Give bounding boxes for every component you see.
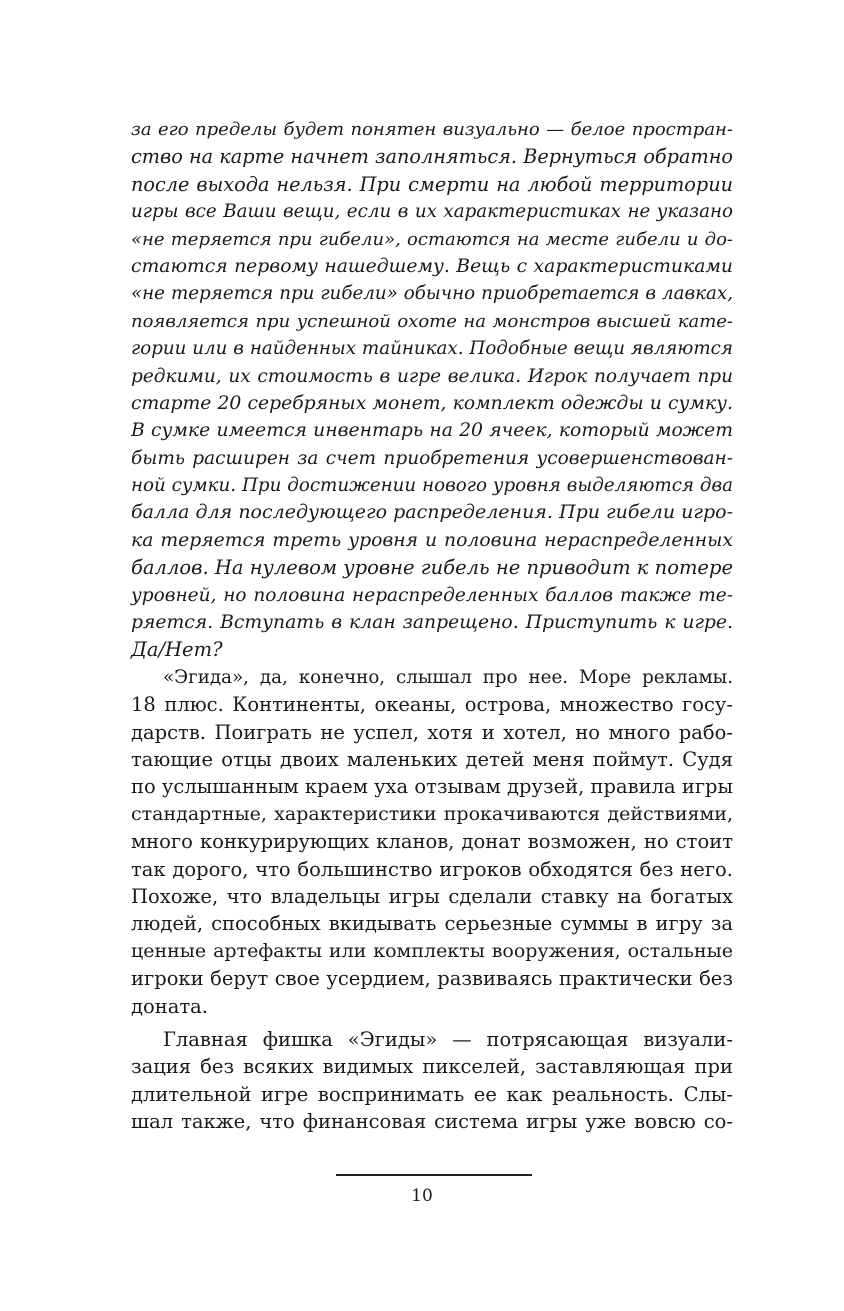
text-line: 18 плюс. Континенты, океаны, острова, множество госу-: [131, 693, 733, 717]
text-line: зация без всяких видимых пикселей, заставляющая при: [131, 1055, 733, 1079]
text-line: ство на карте начнет заполняться. Вернуться обратно: [131, 145, 733, 169]
text-line: «Эгида», да, конечно, слышал про нее. Море рекламы.: [163, 666, 733, 688]
text-line: Да/Нет?: [131, 638, 223, 662]
text-line: ряется. Вступать в клан запрещено. Приступить к игре.: [131, 612, 733, 634]
text-line: за его пределы будет понятен визуально — белое простран-: [131, 119, 733, 140]
text-line: появляется при успешной охоте на монстров высшей кате-: [131, 310, 733, 332]
text-line: по услышанным краем уха отзывам друзей, правила игры: [131, 775, 734, 799]
text-line: балла для последующего распределения. При гибели игро-: [131, 501, 733, 524]
text-line: Похоже, что владельцы игры сделали ставку на богатых: [131, 884, 733, 908]
text-line: стандартные, характеристики прокачиваются действиями,: [131, 802, 733, 825]
text-line: быть расширен за счет приобретения усовершенствован-: [131, 447, 733, 469]
paragraph-main-feature: [131, 1026, 733, 1136]
game-rules-italic-block: [131, 116, 733, 664]
text-line: игры все Ваши вещи, если в их характеристиках не указано: [131, 201, 733, 223]
text-line: тающие отцы двоих маленьких детей меня поймут. Судя: [131, 747, 733, 771]
text-line: игроки берут свое усердием, развиваясь практически без: [131, 967, 733, 991]
text-line: так дорого, что большинство игроков обходятся без него.: [131, 857, 733, 881]
text-line: старте 20 серебряных монет, комплект одежды и сумку.: [131, 392, 733, 414]
text-line: «не теряется при гибели» обычно приобретается в лавках,: [131, 283, 733, 305]
page-body: [131, 116, 733, 1135]
text-line: В сумке имеется инвентарь на 20 ячеек, который может: [131, 420, 733, 442]
text-line: людей, способных вкидывать серьезные суммы в игру за: [131, 912, 733, 936]
paragraph-aegida-description: [131, 664, 733, 1020]
text-line: длительной игре воспринимать ее как реальность. Слы-: [131, 1082, 733, 1106]
text-line: уровней, но половина нераспределенных баллов также те-: [131, 584, 733, 606]
text-line: ка теряется треть уровня и половина нераспределенных: [131, 529, 733, 551]
text-line: после выхода нельзя. При смерти на любой территории: [131, 172, 733, 196]
text-line: стаются первому нашедшему. Вещь с характеристиками: [131, 255, 733, 277]
text-line: много конкурирующих кланов, донат возможен, но стоит: [131, 830, 733, 854]
text-line: шал также, что финансовая система игры уже вовсю со-: [131, 1110, 733, 1134]
text-line: «не теряется при гибели», остаются на месте гибели и до-: [131, 228, 733, 250]
text-line: гории или в найденных тайниках. Подобные вещи являются: [131, 338, 733, 360]
page-number: 10: [411, 1186, 433, 1206]
text-line: доната.: [131, 994, 208, 1018]
text-line: баллов. На нулевом уровне гибель не приводит к потере: [131, 556, 733, 580]
text-line: ценные артефакты или комплекты вооружения, остальные: [131, 939, 733, 962]
text-line: Главная фишка «Эгиды» — потрясающая визуали-: [163, 1027, 733, 1051]
text-line: дарств. Поиграть не успел, хотя и хотел, но много рабо-: [131, 720, 733, 744]
text-line: ной сумки. При достижении нового уровня выделяются два: [131, 475, 733, 497]
footer-rule: [336, 1174, 532, 1176]
text-line: редкими, их стоимость в игре велика. Игрок получает при: [131, 365, 733, 387]
